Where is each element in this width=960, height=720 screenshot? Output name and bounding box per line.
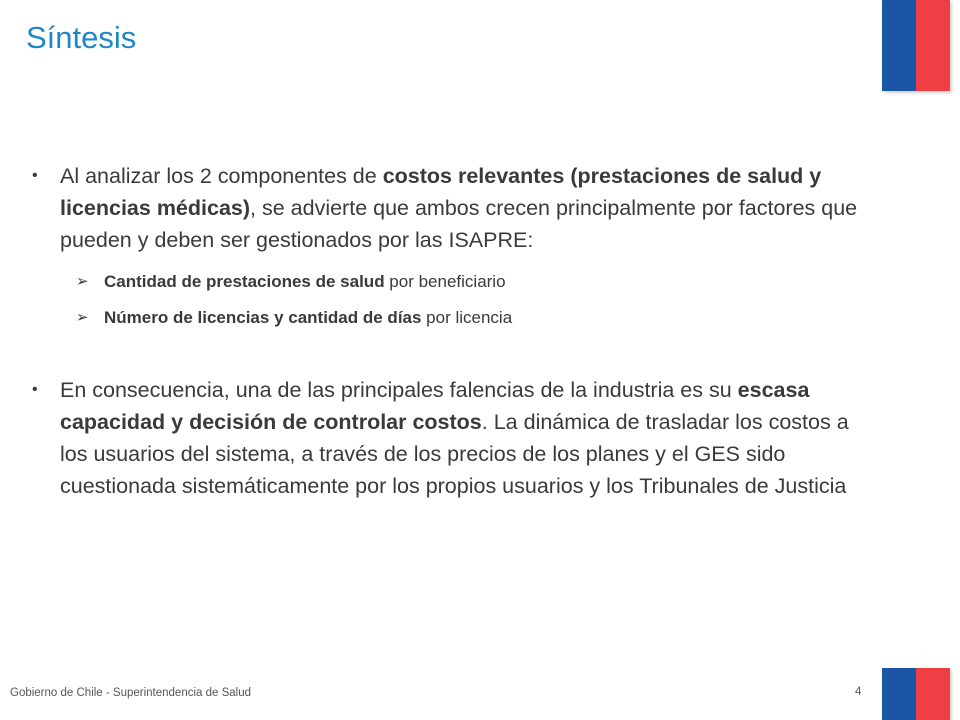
- sub-bullet-item-2: [76, 306, 882, 330]
- bullet-2-text-bold: escasa capacidad y decisión de controlar costos: [60, 378, 810, 434]
- sub-bullet-list: [32, 270, 882, 330]
- bullet-1-text-post: , se advierte que ambos crecen principalmente por factores que pueden y deben ser gestionados por las ISAPRE:: [60, 196, 858, 252]
- page-number: 4: [855, 686, 862, 698]
- flag-blue-band: [882, 668, 916, 720]
- bullet-2-text-post: . La dinámica de trasladar los costos a los usuarios del sistema, a través de los precios de los planes y el GES sido cuestionada sistemáticamente por los propios usuarios y los Tribunales de Justicia: [60, 410, 849, 498]
- sub-item-2-bold: Número de licencias y cantidad de días: [104, 308, 422, 327]
- arrow-bullet-icon: ➢: [76, 309, 89, 326]
- bullet-item-2: [32, 374, 882, 502]
- bullet-icon: •: [32, 381, 38, 398]
- footer-text: Gobierno de Chile - Superintendencia de Salud: [10, 687, 252, 699]
- flag-red-band: [916, 0, 950, 91]
- arrow-bullet-icon: ➢: [76, 273, 89, 290]
- sub-item-2-rest: por licencia: [421, 308, 513, 327]
- bullet-1-text-bold: costos relevantes (prestaciones de salud y licencias médicas): [60, 164, 822, 220]
- bullet-icon: •: [32, 167, 38, 184]
- flag-red-band: [916, 668, 950, 720]
- slide-title: Síntesis: [26, 20, 137, 55]
- slide-content: [32, 160, 882, 502]
- sub-item-1-rest: por beneficiario: [384, 272, 506, 291]
- bullet-1-text-pre: Al analizar los 2 componentes de: [60, 164, 383, 188]
- sub-item-1-bold: Cantidad de prestaciones de salud: [104, 272, 385, 291]
- sub-bullet-item-1: [76, 270, 882, 294]
- bullet-2-text-pre: En consecuencia, una de las principales falencias de la industria es su: [60, 378, 738, 402]
- chile-flag-stripe-bottom: [882, 668, 950, 720]
- chile-flag-stripe-top: [882, 0, 950, 91]
- flag-blue-band: [882, 0, 916, 91]
- bullet-item-1: [32, 160, 882, 256]
